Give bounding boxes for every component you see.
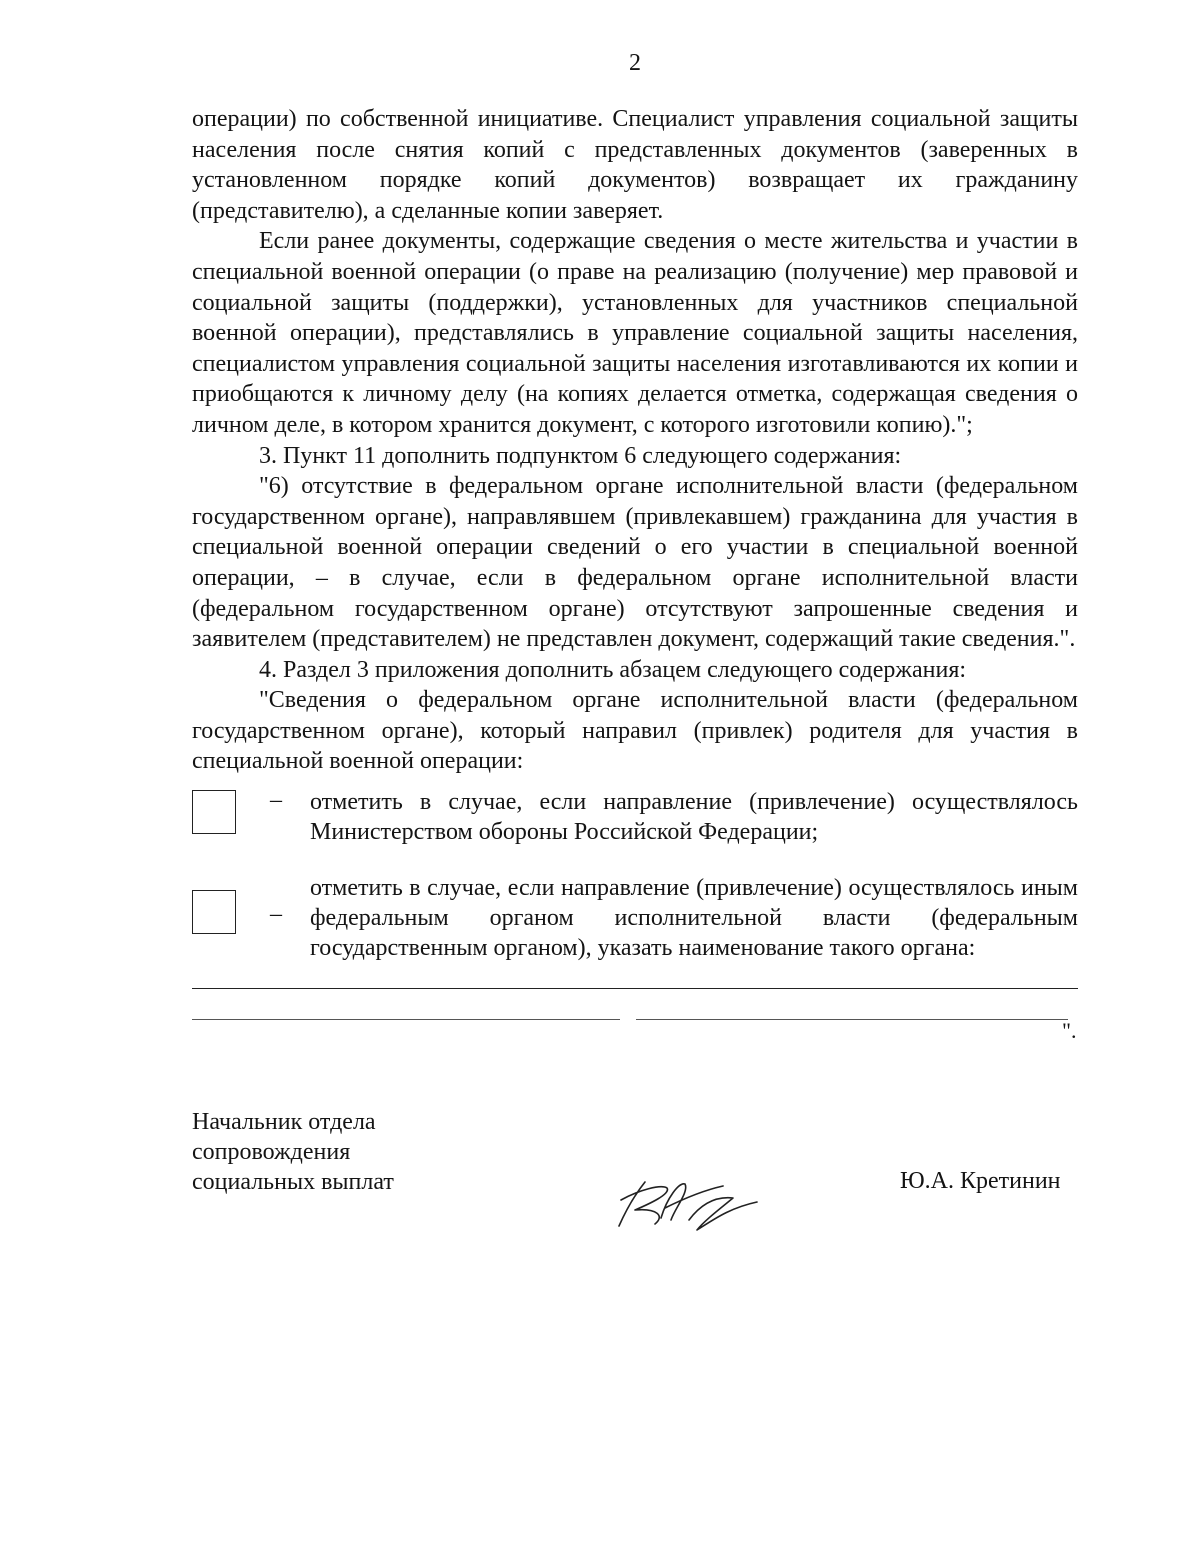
option-dash: – [270, 901, 282, 927]
page-number: 2 [629, 50, 641, 76]
signer-name: Ю.А. Кретинин [900, 1168, 1061, 1194]
checkbox-other-federal-body[interactable] [192, 890, 236, 934]
option-other-federal-body-text: отметить в случае, если направление (привлечение) осуществлялось иным федеральным органом исполнительной власти (федеральным государственным органом), указать наименование такого органа: [310, 875, 1078, 961]
handwritten-signature [605, 1168, 765, 1238]
blank-line-2-right [636, 1019, 1068, 1020]
paragraph-item-4: 4. Раздел 3 приложения дополнить абзацем следующего содержания: [259, 656, 967, 683]
paragraph-federal-body-info: "Сведения о федеральном органе исполнительной власти (федеральном государственном органе), который направил (привлек) родителя для участия в специальной военной операции: [192, 687, 1078, 775]
paragraph-documents-copies: Если ранее документы, содержащие сведения о месте жительства и участии в специальной военной операции (о праве на реализацию (получение) мер правовой и социальной защиты (поддержки), установленных для участников специальной военной операции), представлялись в управление социальной защиты населения, специалистом управления социальной защиты населения изготавливаются их копии и приобщаются к личному делу (на копиях делается отметка, содержащая сведения о личном деле, в котором хранится документ, с которого изготовили копию)."; [192, 228, 1078, 438]
signer-position-line-2: сопровождения [192, 1139, 351, 1165]
option-ministry-of-defence [192, 787, 1078, 849]
signer-position-line-1: Начальник отдела [192, 1109, 376, 1135]
option-other-federal-body [192, 873, 1078, 965]
option-dash: – [270, 787, 282, 813]
paragraph-continuation: операции) по собственной инициативе. Специалист управления социальной защиты населения после снятия копий с представленных документов (заверенных в установленном порядке копий документов) возвращает их гражданину (представителю), а сделанные копии заверяет. [192, 106, 1078, 224]
paragraph-subitem-6: "6) отсутствие в федеральном органе исполнительной власти (федеральном государственном органе), направлявшем (привлекавшем) гражданина для участия в специальной военной операции сведений о его участии в специальной военной операции, – в случае, если в федеральном органе исполнительной власти (федеральном государственном органе) отсутствуют запрошенные сведения и заявителем (представителем) не представлен документ, содержащий такие сведения.". [192, 473, 1078, 653]
signer-position-line-3: социальных выплат [192, 1169, 394, 1195]
option-ministry-of-defence-text: отметить в случае, если направление (привлечение) осуществлялось Министерством обороны Российской Федерации; [310, 789, 1078, 845]
checkbox-ministry-of-defence[interactable] [192, 790, 236, 834]
blank-line-2-left [192, 1019, 620, 1020]
blank-line-1 [192, 988, 1078, 989]
signer-position [192, 1107, 492, 1197]
body-text [192, 104, 1078, 777]
paragraph-item-3: 3. Пункт 11 дополнить подпунктом 6 следующего содержания: [259, 442, 902, 469]
closing-quote: ". [1062, 1018, 1077, 1043]
